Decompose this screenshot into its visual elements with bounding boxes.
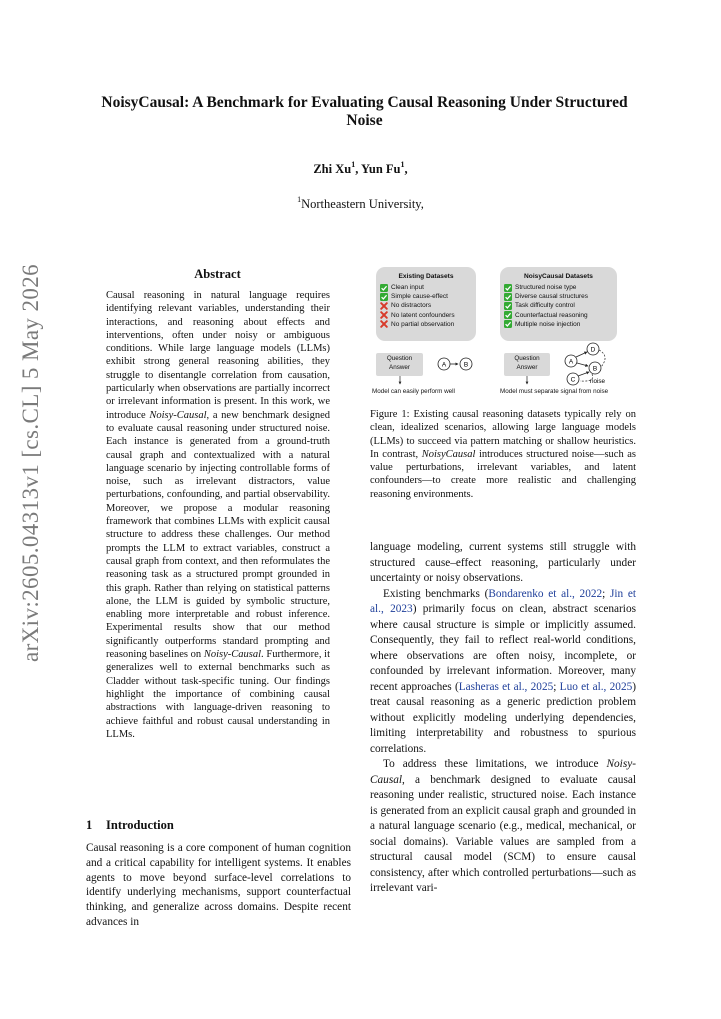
text-run: introduces structured noise—such as value perturbations, irrelevant variables, and latent confounders—to create more realistic and challenging reasoning environments. <box>370 448 636 500</box>
checklist-item-label: Counterfactual reasoning <box>515 311 588 319</box>
panel-title: NoisyCausal Datasets <box>524 273 593 280</box>
italic-text-run: NoisyCausal <box>421 448 476 460</box>
text-run: . Furthermore, it generalizes well to external benchmarks such as Cladder without task-specific tuning. Our findings highlight the importance of combining causal abstractions with language-driven reasoning to achieve faithful and robust causal understanding in LLMs. <box>106 649 330 740</box>
checklist-item-label: Structured noise type <box>515 284 577 292</box>
graph-node-label: C <box>570 376 576 384</box>
citation-link[interactable]: Lasheras et al., 2025 <box>458 680 554 693</box>
text-run: , a benchmark designed to evaluate causal reasoning under realistic, structured noise. Each instance is generated from an explicit causal graph and grounded in a natural language scenario (e.g., medical, mechanical, or social domains). Variable values are sampled from a structural causal model (SCM) to ensure causal consistency, after which controlled perturbations—such as irrelevant vari- <box>370 773 636 894</box>
checklist-item-label: No latent confounders <box>391 311 455 319</box>
panel-title: Existing Datasets <box>398 273 454 280</box>
citation-link[interactable]: Luo et al., 2025 <box>559 680 633 693</box>
checklist-item-label: Task difficulty control <box>515 302 575 310</box>
text-run: ) treat causal reasoning as a generic prediction problem without explicitly modeling underlying dependencies, limiting interpretability and robustness to spurious correlations. <box>370 680 637 755</box>
text-run: Figure 1: Existing causal reasoning datasets typically rely on clean, idealized scenarios, allowing large language models (LLMs) to succeed via pattern matching or shallow heuristics. In contrast, <box>370 409 636 460</box>
text-run: Existing benchmarks ( <box>383 587 489 600</box>
left-subcaption: Model can easily perform well <box>372 388 455 395</box>
affiliation-text: Northeastern University, <box>301 197 424 211</box>
author-affiliation-mark: 1 <box>351 160 356 169</box>
body-paragraph <box>370 540 636 587</box>
text-run: , a new benchmark designed to evaluate causal reasoning under structured noise. Each instance is generated from a ground-truth causal graph and contextualized with a natural language scenario by injecting controllable forms of noise, such as irrelevant distractors, value perturbations, confounding, and partial observability. Moreover, we propose a modular reasoning framework that combines LLMs with explicit causal structure to address these challenges. Our method prompts the LLM to extract variables, construct a causal graph from context, and then reformulates the reasoning task as a structured prompt grounded in this graph. Rather than relying on statistical patterns alone, the LLM is guided by symbolic structure, enabling more interpretable and robust inference. Experimental results show that our method significantly outperforms standard prompting and reasoning baselines on <box>106 409 331 661</box>
abstract-text <box>106 289 330 741</box>
graph-node-label: D <box>590 346 596 354</box>
introduction-paragraph: Causal reasoning is a core component of human cognition and a critical capability for intelligent systems. It enables agents to move beyond surface-level correlations to identify underlying mechanisms, support counterfactual thinking, and generalize across domains. Despite recent advances in <box>86 842 351 928</box>
citation-link[interactable]: Jin et al., 2023 <box>370 587 636 615</box>
graph-node-label: B <box>463 361 469 369</box>
checklist-item-label: Simple cause-effect <box>391 293 448 301</box>
figure-1 <box>370 264 636 400</box>
author-name: Zhi Xu <box>313 162 352 176</box>
italic-text-run: Noisy-Causal <box>370 758 636 786</box>
arxiv-identifier-stamp[interactable]: arXiv:2605.04313v1 [cs.CL] 5 May 2026 <box>18 263 43 662</box>
graph-node-label: A <box>568 358 574 366</box>
checklist-item-label: Multiple noise injection <box>515 320 581 328</box>
answer-label: Answer <box>516 363 538 371</box>
graph-edge <box>578 372 589 376</box>
text-run: language modeling, current systems still struggle with structured cause–effect reasoning, particularly under uncertainty or noisy observations. <box>370 541 636 584</box>
checklist-item-label: Diverse causal structures <box>515 293 588 301</box>
question-label: Question <box>386 355 413 362</box>
italic-text-run: Noisy-Causal <box>203 649 262 661</box>
author-separator: , <box>355 162 362 176</box>
graph-edge <box>577 363 588 366</box>
affiliation-mark: 1 <box>297 195 302 204</box>
author-list <box>0 162 721 177</box>
right-column-body <box>370 540 636 897</box>
section-number: 1 <box>86 818 93 832</box>
author-name: Yun Fu <box>361 162 401 176</box>
author-affiliation-mark: 1 <box>400 160 405 169</box>
noise-label: noise <box>590 378 606 385</box>
answer-label: Answer <box>389 363 410 371</box>
citation-link[interactable]: Bondarenko et al., 2022 <box>488 587 603 600</box>
text-run: To address these limitations, we introduce <box>383 758 607 770</box>
figure-graphs <box>370 264 636 400</box>
text-run: ) primarily focus on clean, abstract scenarios where causal structure is simple or implicitly assumed. Consequently, they fail to reflect real-world conditions, where observations are often noisy, incomplete, or confounded by irrelevant information. Moreover, many recent approaches ( <box>370 603 636 693</box>
text-run: Causal reasoning in natural language requires identifying relevant variables, understanding their interactions, and reasoning about effects and interventions, often under noisy or ambiguous conditions. While large language models (LLMs) exhibit strong general reasoning abilities, they struggle to disentangle correlation from causation, particularly when observations are partially incorrect or irrelevant information is present. In this work, we introduce <box>106 290 330 421</box>
author-separator: , <box>404 162 408 176</box>
graph-node-label: A <box>441 361 447 369</box>
paper-title: NoisyCausal: A Benchmark for Evaluating Causal Reasoning Under Structured Noise <box>101 94 628 129</box>
section-title: Introduction <box>106 818 174 832</box>
text-run: ; <box>602 587 610 600</box>
text-run: ; <box>553 680 560 693</box>
graph-edge <box>576 352 587 357</box>
body-paragraph <box>370 587 636 758</box>
body-paragraph <box>370 757 636 897</box>
italic-text-run: Noisy-Causal <box>149 409 207 421</box>
graph-node-label: B <box>592 365 598 373</box>
right-subcaption: Model must separate signal from noise <box>500 388 609 395</box>
checklist-item-label: No distractors <box>391 302 432 310</box>
section-heading-introduction <box>86 818 174 833</box>
abstract-heading: Abstract <box>194 267 241 281</box>
affiliation <box>0 197 721 212</box>
figure-caption <box>370 408 636 501</box>
checklist-item-label: No partial observation <box>391 320 455 328</box>
question-label: Question <box>514 355 540 362</box>
checklist-item-label: Clean input <box>391 284 424 292</box>
